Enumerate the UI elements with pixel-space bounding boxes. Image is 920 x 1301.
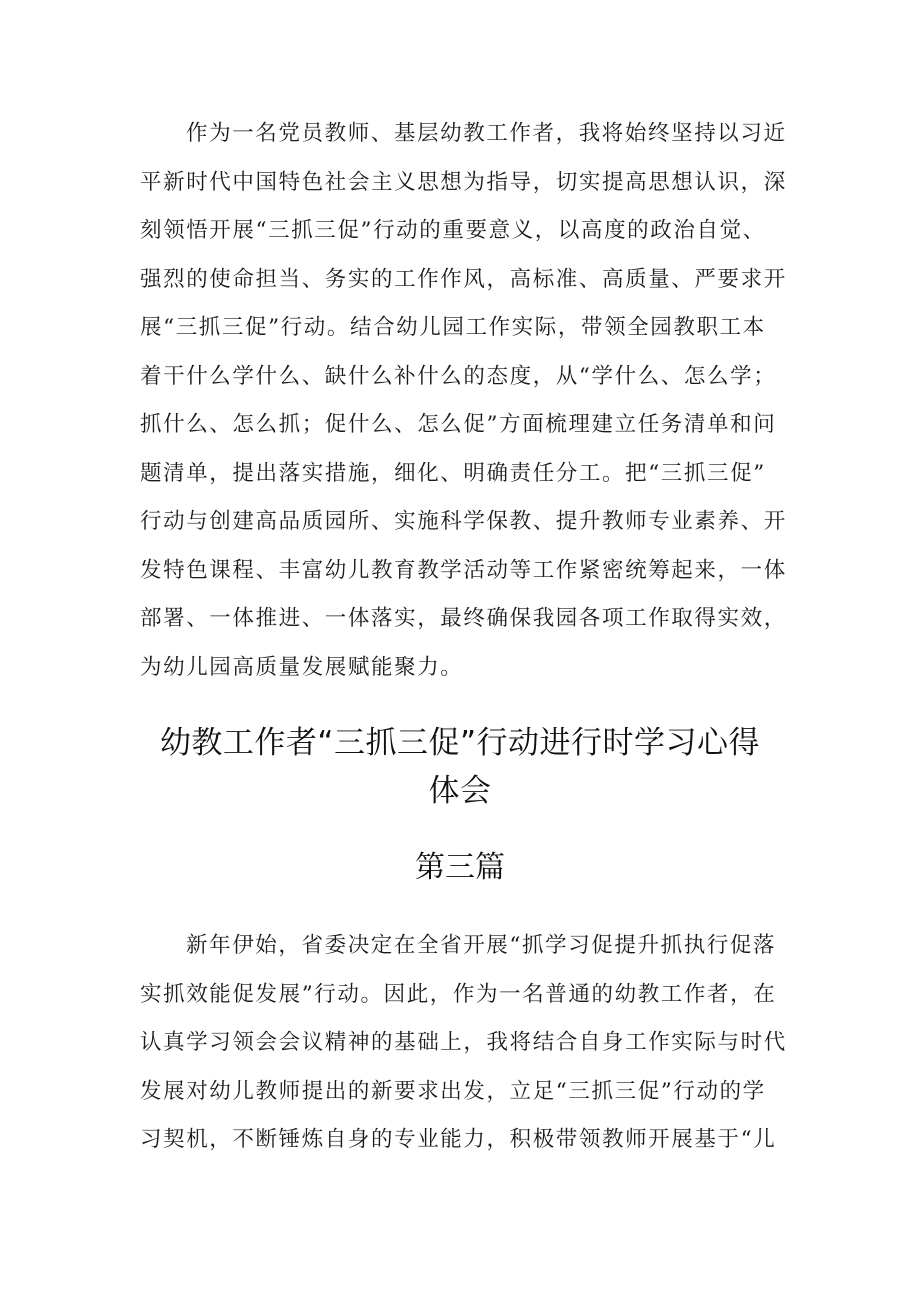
paragraph-line: 着干什么学什么、缺什么补什么的态度，从“学什么、怎么学； bbox=[140, 363, 777, 389]
paragraph-line: 展“三抓三促”行动。结合幼儿园工作实际，带领全园教职工本 bbox=[140, 315, 766, 340]
paragraph-line: 作为一名党员教师、基层幼教工作者，我将始终坚持以习近 bbox=[186, 121, 787, 146]
paragraph-line: 抓什么、怎么抓；促什么、怎么促”方面梳理建立任务清单和问 bbox=[140, 412, 777, 437]
paragraph-line: 为幼儿园高质量发展赋能聚力。 bbox=[140, 654, 464, 680]
paragraph-line: 题清单，提出落实措施，细化、明确责任分工。把“三抓三促” bbox=[140, 460, 766, 486]
paragraph-line: 习契机，不断锤炼自身的专业能力，积极带领教师开展基于“儿 bbox=[140, 1127, 777, 1152]
paragraph-line: 发特色课程、丰富幼儿教育教学活动等工作紧密统筹起来，一体 bbox=[140, 557, 787, 583]
article-title-line-1: 幼教工作者“三抓三促”行动进行时学习心得 bbox=[159, 725, 761, 761]
paragraph-line: 刻领悟开展“三抓三促”行动的重要意义，以高度的政治自觉、 bbox=[140, 218, 766, 243]
paragraph-1 bbox=[140, 110, 800, 692]
section-heading: 第三篇 bbox=[415, 850, 505, 885]
paragraph-2 bbox=[140, 922, 800, 1165]
paragraph-line: 强烈的使命担当、务实的工作作风，高标准、高质量、严要求开 bbox=[140, 266, 787, 292]
article-title-line-2: 体会 bbox=[428, 773, 492, 809]
paragraph-line: 新年伊始，省委决定在全省开展“抓学习促提升抓执行促落 bbox=[186, 933, 777, 958]
paragraph-line: 部署、一体推进、一体落实，最终确保我园各项工作取得实效， bbox=[140, 606, 787, 631]
paragraph-line: 行动与创建高品质园所、实施科学保教、提升教师专业素养、开 bbox=[140, 509, 787, 534]
paragraph-line: 平新时代中国特色社会主义思想为指导，切实提高思想认识，深 bbox=[140, 169, 787, 195]
paragraph-line: 发展对幼儿教师提出的新要求出发，立足“三抓三促”行动的学 bbox=[140, 1078, 766, 1104]
paragraph-line: 认真学习领会会议精神的基础上，我将结合自身工作实际与时代 bbox=[140, 1030, 787, 1055]
paragraph-line: 实抓效能促发展”行动。因此，作为一名普通的幼教工作者，在 bbox=[140, 981, 777, 1007]
